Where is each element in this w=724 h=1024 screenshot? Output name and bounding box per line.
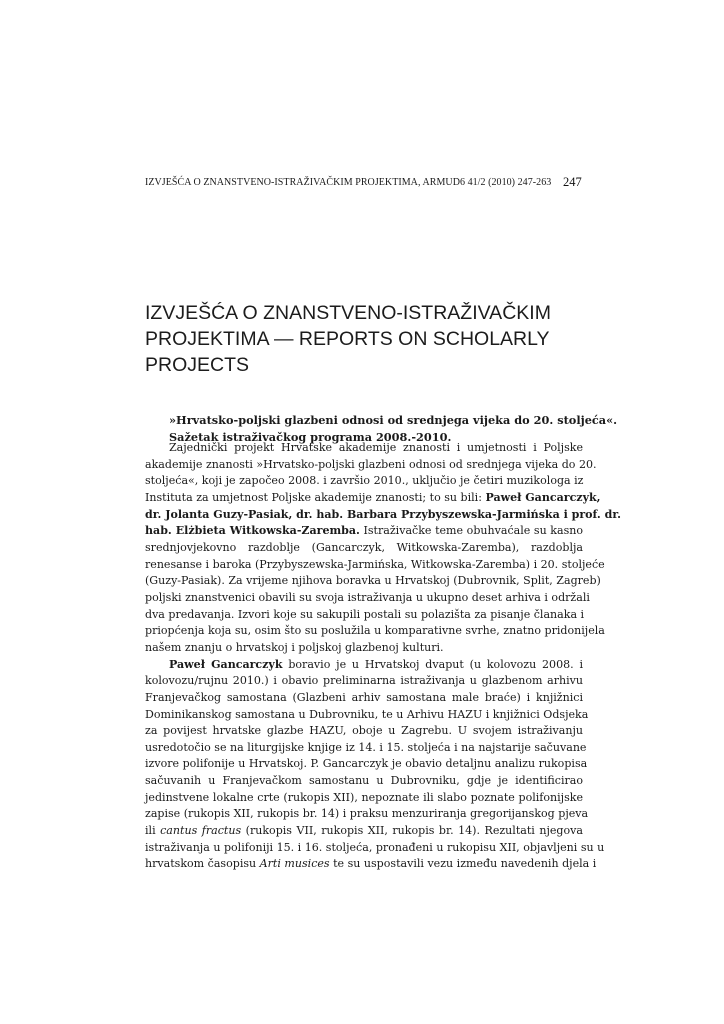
body-line (145, 856, 597, 873)
page-number: 247 (563, 175, 582, 189)
body-line: zapise (rukopis XII, rukopis br. 14) i praksu menzuriranja gregorijanskog pjeva (145, 807, 589, 821)
body-line: usredotočio se na liturgijske knjige iz 14. i 15. stoljeća i na najstarije sačuvane (145, 740, 587, 754)
body-text-run: boravio je u Hrvatskoj dvaput (u kolovozu 2008. i (282, 657, 584, 671)
body-text-run: te su uspostavili vezu između navedenih djela i (329, 857, 597, 871)
researcher-name: hab. Elżbieta Witkowska-Zaremba. (145, 524, 360, 538)
body-line: našem znanju o hrvatskoj i poljskoj glazbenoj kulturi. (145, 640, 444, 654)
body-text-run: hrvatskom časopisu (145, 857, 260, 871)
body-text-run: Instituta za umjetnost Poljske akademije znanosti; to su bili: (145, 490, 486, 504)
article-title-line: »Hrvatsko-poljski glazbeni odnosi od srednjega vijeka do 20. stoljeća«. (169, 413, 618, 427)
body-text-run: Istraživačke teme obuhvaćale su kasno (359, 524, 584, 538)
body-line: Franjevačkog samostana (Glazbeni arhiv samostana male braće) i knjižnici (145, 690, 583, 704)
body-line: Dominikanskog samostana u Dubrovniku, te u Arhivu HAZU i knjižnici Odsjeka (145, 707, 589, 721)
body-line: kolovozu/rujnu 2010.) i obavio preliminarna istraživanja u glazbenom arhivu (145, 674, 583, 688)
body-line: jedinstvene lokalne crte (rukopis XII), nepoznate ili slabo poznate polifonijske (145, 790, 583, 804)
body-line (145, 490, 601, 507)
body-text-run: ili (145, 824, 161, 838)
body-line: Zajednički projekt Hrvatske akademije znanosti i umjetnosti i Poljske (169, 441, 583, 454)
body-line: (Guzy-Pasiak). Za vrijeme njihova boravka u Hrvatskoj (Dubrovnik, Split, Zagreb) (145, 574, 601, 588)
body-line: srednjovjekovno razdoblje (Gancarczyk, Witkowska-Zaremba), razdoblja (145, 540, 583, 554)
body-line: izvore polifonije u Hrvatskoj. P. Gancarczyk je obavio detaljnu analizu rukopisa (145, 757, 588, 771)
body-line: dva predavanja. Izvori koje su sakupili postali su polazišta za pisanje članaka i (145, 607, 585, 621)
body-line: renesanse i baroka (Przybyszewska-Jarmińska, Witkowska-Zaremba) i 20. stoljeće (145, 557, 605, 571)
italic-term: cantus fractus (160, 824, 242, 838)
section-title (145, 300, 595, 378)
body-line: priopćenja koja su, osim što su poslužila u komparativne svrhe, znatno pridonijela (145, 624, 605, 638)
body-line: akademije znanosti »Hrvatsko-poljski glazbeni odnosi od srednjega vijeka do 20. (145, 457, 597, 471)
body-text-run: (rukopis VII, rukopis XII, rukopis br. 14). Rezultati njegova (241, 824, 583, 838)
section-title-line: PROJEKTIMA — REPORTS ON SCHOLARLY (145, 328, 550, 350)
body-line: stoljeća«, koji je započeo 2008. i završio 2010., uključio je četiri muzikologa iz (145, 474, 584, 488)
journal-title: Arti musices (259, 857, 330, 871)
body-line (145, 657, 583, 674)
body-line: sačuvanih u Franjevačkom samostanu u Dubrovniku, gdje je identificirao (145, 774, 583, 788)
body-line: istraživanja u polifoniji 15. i 16. stoljeća, pronađeni u rukopisu XII, objavljeni su u (145, 840, 605, 854)
body-line: poljski znanstvenici obavili su svoja istraživanja u ukupno deset arhiva i održali (145, 590, 590, 604)
article-title-line: Sažetak istraživačkog programa 2008.-2010. (169, 430, 452, 445)
researcher-name: Paweł Gancarczyk (169, 657, 283, 671)
body-line (145, 507, 621, 524)
body-line (145, 523, 583, 540)
body-line: za povijest hrvatske glazbe HAZU, oboje u Zagrebu. U svojem istraživanju (145, 724, 583, 738)
section-title-line: PROJECTS (145, 354, 250, 376)
running-header: IZVJEŠĆA O ZNANSTVENO-ISTRAŽIVAČKIM PROJEKTIMA, ARMUD6 41/2 (2010) 247-263 (145, 177, 552, 188)
researcher-names: dr. Jolanta Guzy-Pasiak, dr. hab. Barbara Przybyszewska-Jarmińska i prof. dr. (145, 507, 621, 521)
body-line (145, 823, 583, 840)
article-body (145, 440, 621, 873)
section-title-line: IZVJEŠĆA O ZNANSTVENO-ISTRAŽIVAČKIM (145, 302, 551, 324)
researcher-name: Paweł Gancarczyk, (485, 490, 601, 504)
